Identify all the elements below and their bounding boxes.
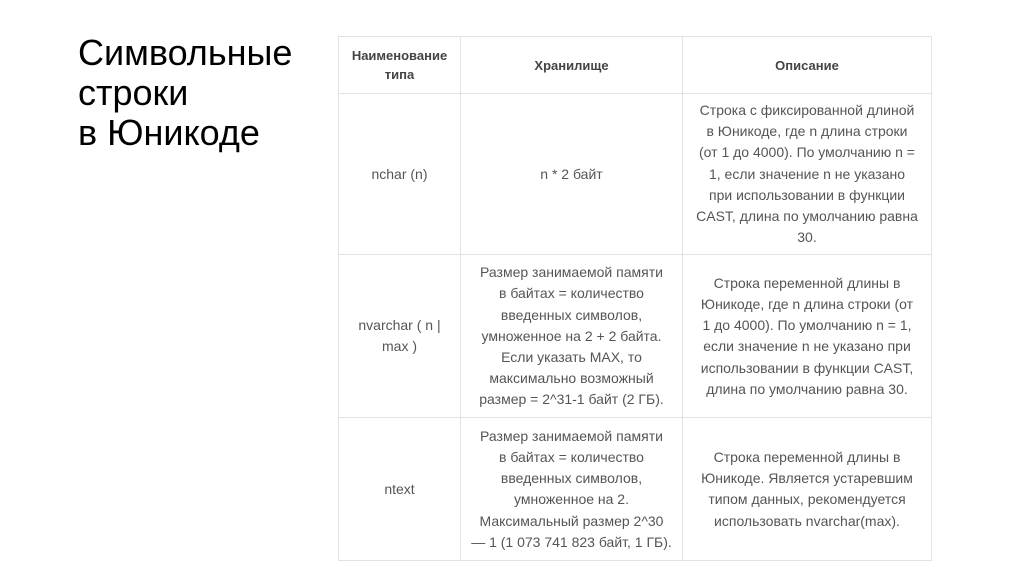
table-row bbox=[339, 255, 932, 418]
slide-title-line-2: строки bbox=[78, 72, 189, 113]
cell-name: ntext bbox=[339, 418, 461, 561]
data-types-table-container bbox=[338, 36, 931, 560]
cell-description: Строка переменной длины в Юникоде, где n длина строки (от 1 до 4000). По умолчанию n = 1, если значение n не указано при использовании в функции CAST, длина по умолчанию равна 30. bbox=[683, 255, 932, 418]
cell-storage: Размер занимаемой памяти в байтах = количество введенных символов, умноженное на 2. Максимальный размер 2^30 — 1 (1 073 741 823 байт, 1 ГБ). bbox=[461, 418, 683, 561]
table-header-row bbox=[339, 37, 932, 94]
table-row bbox=[339, 94, 932, 255]
header-name: Наименование типа bbox=[339, 37, 461, 94]
header-description: Описание bbox=[683, 37, 932, 94]
slide-title-line-1: Символьные bbox=[78, 32, 293, 73]
cell-name: nvarchar ( n | max ) bbox=[339, 255, 461, 418]
slide-title-line-3: в Юникоде bbox=[78, 112, 260, 153]
data-types-table bbox=[338, 36, 932, 561]
cell-storage: Размер занимаемой памяти в байтах = количество введенных символов, умноженное на 2 + 2 байта. Если указать MAX, то максимально возможный размер = 2^31-1 байт (2 ГБ). bbox=[461, 255, 683, 418]
cell-storage: n * 2 байт bbox=[461, 94, 683, 255]
header-storage: Хранилище bbox=[461, 37, 683, 94]
cell-description: Строка переменной длины в Юникоде. Является устаревшим типом данных, рекомендуется использовать nvarchar(max). bbox=[683, 418, 932, 561]
slide-title bbox=[78, 33, 328, 153]
cell-description: Строка с фиксированной длиной в Юникоде, где n длина строки (от 1 до 4000). По умолчанию n = 1, если значение n не указано при использовании в функции CAST, длина по умолчанию равна 30. bbox=[683, 94, 932, 255]
table-row bbox=[339, 418, 932, 561]
cell-name: nchar (n) bbox=[339, 94, 461, 255]
